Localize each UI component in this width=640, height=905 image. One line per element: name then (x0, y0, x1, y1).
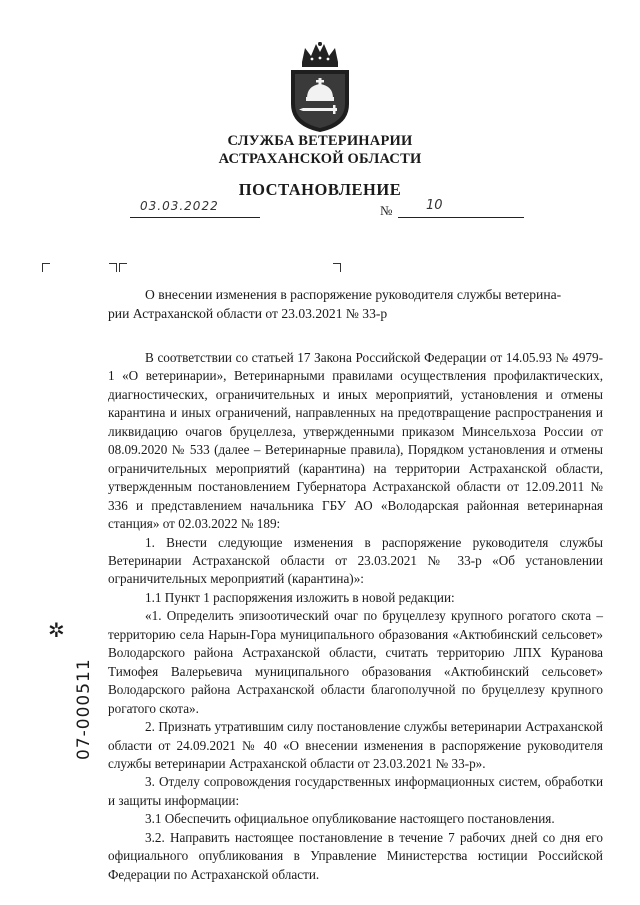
item-2-paragraph: 2. Признать утратившим силу постановление службы ветеринарии Астраханской области от 24.09.2021 № 40 «О внесении изменения в распоряжение руководителя службы ветеринарии Астраханской области от 23.03.2021 № 33-р». (108, 719, 603, 771)
document-body (108, 349, 603, 884)
subject-line1: О внесении изменения в распоряжение руководителя службы ветерина- (145, 287, 562, 302)
document-subject (108, 285, 603, 323)
document-type: ПОСТАНОВЛЕНИЕ (238, 180, 402, 199)
org-name-line2: АСТРАХАНСКОЙ ОБЛАСТИ (218, 151, 422, 167)
item-3-paragraph: 3. Отделу сопровождения государственных информационных систем, обработки и защиты информации: (108, 774, 603, 808)
corner-mark (109, 263, 117, 272)
corner-mark (42, 263, 50, 272)
item-1-1-paragraph: 1.1 Пункт 1 распоряжения изложить в новой редакции: (145, 589, 455, 605)
corner-mark (119, 263, 127, 272)
item-1-paragraph: 1. Внести следующие изменения в распоряжение руководителя службы Ветеринарии Астраханской области от 23.03.2021 № 33-р «Об установлении ограничительных мероприятий (карантина)»: (108, 534, 603, 587)
stamp-symbol: ✲ (48, 618, 65, 642)
quoted-item-paragraph: «1. Определить эпизоотический очаг по бруцеллезу крупного рогатого скота – территорию села Нарын-Гора муниципального образования «Актюбинский сельсовет» Володарского района Астраханской области, считать территорию ЛПХ Куранова Тимофея Валерьевича муниципального образования «Актюбинский сельсовет» Володарского района Астраханской области благополучной по бруцеллезу крупного рогатого скота». (108, 608, 603, 716)
subject-line2: рии Астраханской области от 23.03.2021 № 33-р (108, 306, 388, 321)
number-label: № (380, 203, 393, 218)
document-number: 10 (426, 198, 443, 213)
document-date: 03.03.2022 (140, 199, 219, 213)
coat-of-arms-icon (285, 42, 355, 134)
org-name-line1: СЛУЖБА ВЕТЕРИНАРИИ (227, 133, 413, 149)
preamble-paragraph: В соответствии со статьей 17 Закона Российской Федерации от 14.05.93 № 4979-1 «О ветеринарии», Ветеринарными правилами осуществления профилактических, диагностических, ограничительных и иных мероприятий, установления и отмены карантина и иных ограничений, направленных на предотвращение распространения и ликвидацию очагов бруцеллеза, утвержденными приказом Минсельхоза России от 08.09.2020 № 533 (далее – Ветеринарные правила), Порядком установления и отмены ограничительных мероприятий (карантина) на территории Астраханской области, утвержденным постановлением Губернатора Астраханской области от 12.09.2011 № 336 и представлением начальника ГБУ АО «Володарская районная ветеринарная станция» от 02.03.2022 № 189: (108, 350, 603, 532)
number-underline (398, 201, 524, 218)
item-3-1-paragraph: 3.1 Обеспечить официальное опубликование настоящего постановления. (145, 811, 555, 827)
registration-stamp-number: 07-000511 (74, 658, 94, 760)
item-3-2-paragraph: 3.2. Направить настоящее постановление в течение 7 рабочих дней со дня его официального опубликования в Управление Министерства юстиции Российской Федерации по Астраханской области. (108, 829, 603, 882)
corner-mark (333, 263, 341, 272)
